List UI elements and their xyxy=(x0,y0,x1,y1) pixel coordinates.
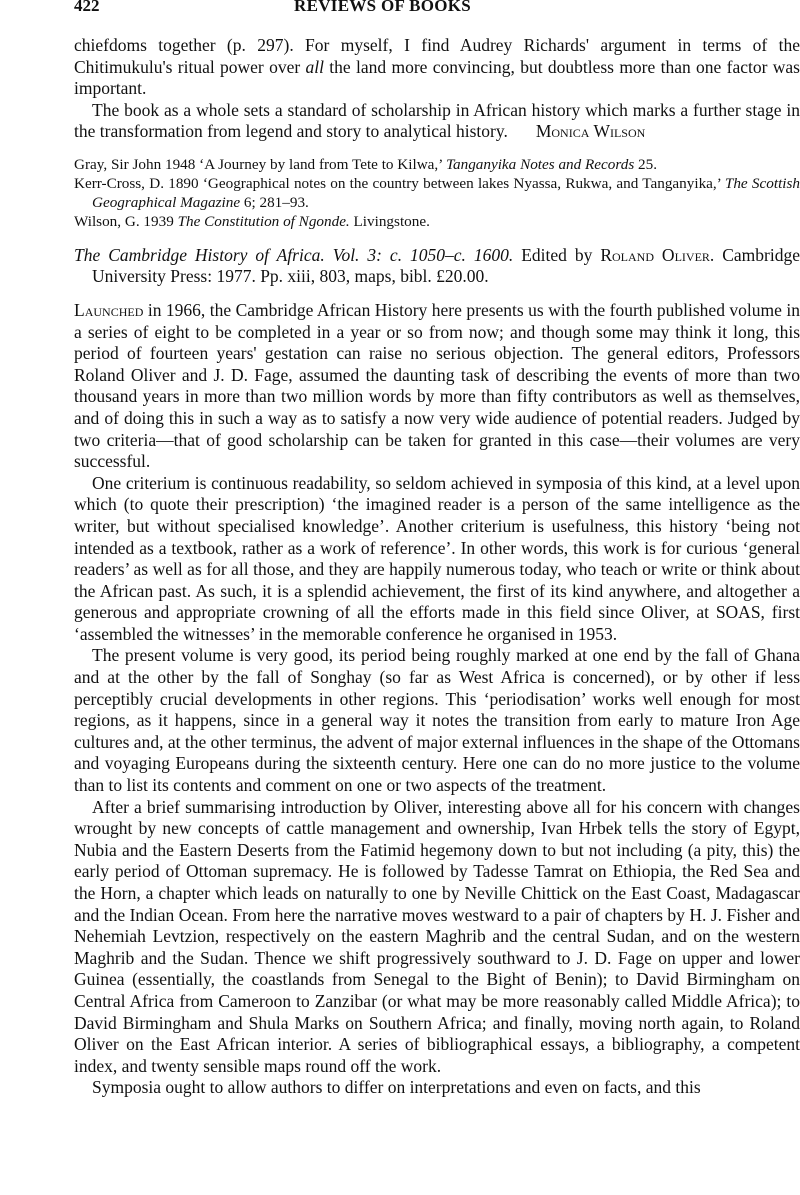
book-editor: Roland Oliver. xyxy=(600,244,715,265)
review-book-citation: The Cambridge History of Africa. Vol. 3: c. 1050–c. 1600. Edited by Roland Oliver. Cambridge University Press: 1977. Pp. xiii, 803, maps, bibl. £20.00. xyxy=(74,244,800,286)
review-paragraph: Symposia ought to allow authors to differ on interpretations and even on facts, and this xyxy=(92,1077,701,1098)
lead-word: Launched xyxy=(74,299,144,320)
references-list xyxy=(74,155,800,231)
page-header xyxy=(74,0,800,20)
reference-item: Kerr-Cross, D. 1890 ‘Geographical notes on the country between lakes Nyassa, Rukwa, and Tanganyika,’ The Scottish Geographical Magazine 6; 281–93. xyxy=(74,174,800,211)
body-text xyxy=(74,35,800,1099)
review-paragraph: After a brief summarising introduction by Oliver, interesting above all for his concern with changes wrought by new concepts of cattle management and ownership, Ivan Hrbek tells the story of Egypt, Nubia and the Eastern Deserts from the Fatimid hegemony down to but not including (a pity, this) the early period of Ottoman supremacy. He is followed by Tadesse Tamrat on Ethiopia, the Red Sea and the Horn, a chapter which leads on naturally to one by Neville Chittick on the East Coast, Madagascar and the Indian Ocean. From here the narrative moves westward to a pair of chapters by H. J. Fisher and Nehemiah Levtzion, respectively on the eastern Maghrib and the central Sudan, and on the western Maghrib and the Sudan. Thence we shift progressively southward to J. D. Fage on upper and lower Guinea (essentially, the coastlands from Senegal to the Bight of Benin); to David Birmingham on Central Africa from Cameroon to Zanzibar (or what may be more reasonably called Middle Africa); to David Birmingham and Shula Marks on Southern Africa; and finally, moving north again, to Roland Oliver on the East African interior. A series of bibliographical essays, a bibliography, a competent index, and twenty sensible maps round off the work. xyxy=(74,796,800,1076)
review-body xyxy=(74,300,800,1099)
prev-review-paragraph: chiefdoms together (p. 297). For myself, I find Audrey Richards' argument in terms of the Chitimukulu's ritual power over all the land more convincing, but doubtless more than one factor was important. xyxy=(74,35,800,99)
page-number: 422 xyxy=(74,0,100,15)
review-paragraph: One criterium is continuous readability, so seldom achieved in symposia of this kind, at a level upon which (to quote their prescription) ‘the imagined reader is a person of the same intelligence as the writer, but without specialised knowledge’. Another criterium is usefulness, this history ‘being not intended as a textbook, rather as a work of reference’. In other words, this work is for curious ‘general readers’ as well as for all those, and they are happily numerous today, who teach or write or think about the African past. As such, it is a splendid achievement, the first of its kind anywhere, and altogether a generous and appropriate crowning of all the efforts made in this field since Oliver, at SOAS, first ‘assembled the witnesses’ in the memorable conference he organised in 1953. xyxy=(74,472,800,644)
reviewer-signature: Monica Wilson xyxy=(535,121,646,142)
reference-item: Wilson, G. 1939 The Constitution of Ngonde. Livingstone. xyxy=(74,212,430,230)
book-title: The Cambridge History of Africa. Vol. 3: c. 1050–c. 1600. xyxy=(74,244,514,265)
reference-item: Gray, Sir John 1948 ‘A Journey by land from Tete to Kilwa,’ Tanganyika Notes and Records 25. xyxy=(74,155,658,173)
prev-review-closing-paragraph: The book as a whole sets a standard of scholarship in African history which marks a further stage in the transformation from legend and story to analytical history. Monica Wilson xyxy=(74,99,800,142)
book-publisher: Cambridge University Press: 1977. Pp. xiii, 803, maps, bibl. £20.00. xyxy=(92,244,800,286)
review-paragraph: The present volume is very good, its period being roughly marked at one end by the fall of Ghana and at the other by the fall of Songhay (so far as West Africa is concerned), or by other if less perceptibly crucial developments in other regions. This ‘periodisation’ works well enough for most regions, as it happens, since in a general way it notes the transition from early to mature Iron Age cultures and, at the other terminus, the advent of major external influences in the shape of the Ottomans and voyaging Europeans during the sixteenth century. Here one can do no more justice to the volume than to list its contents and comment on one or two aspects of the treatment. xyxy=(74,645,800,796)
review-paragraph: Launched in 1966, the Cambridge African History here presents us with the fourth published volume in a series of eight to be completed in a year or so from now; and though some may think it long, this period of fourteen years' gestation can raise no serious objection. The general editors, Professors Roland Oliver and J. D. Fage, assumed the daunting task of describing the events of more than two thousand years in more than two million words by more than fifty contributors as well as themselves, and of doing this in such a way as to satisfy a now very wide audience of potential readers. Judged by two criteria—that of good scholarship can be taken for granted in this case—their volumes are very successful. xyxy=(74,299,800,472)
running-head: REVIEWS OF BOOKS xyxy=(294,0,472,15)
